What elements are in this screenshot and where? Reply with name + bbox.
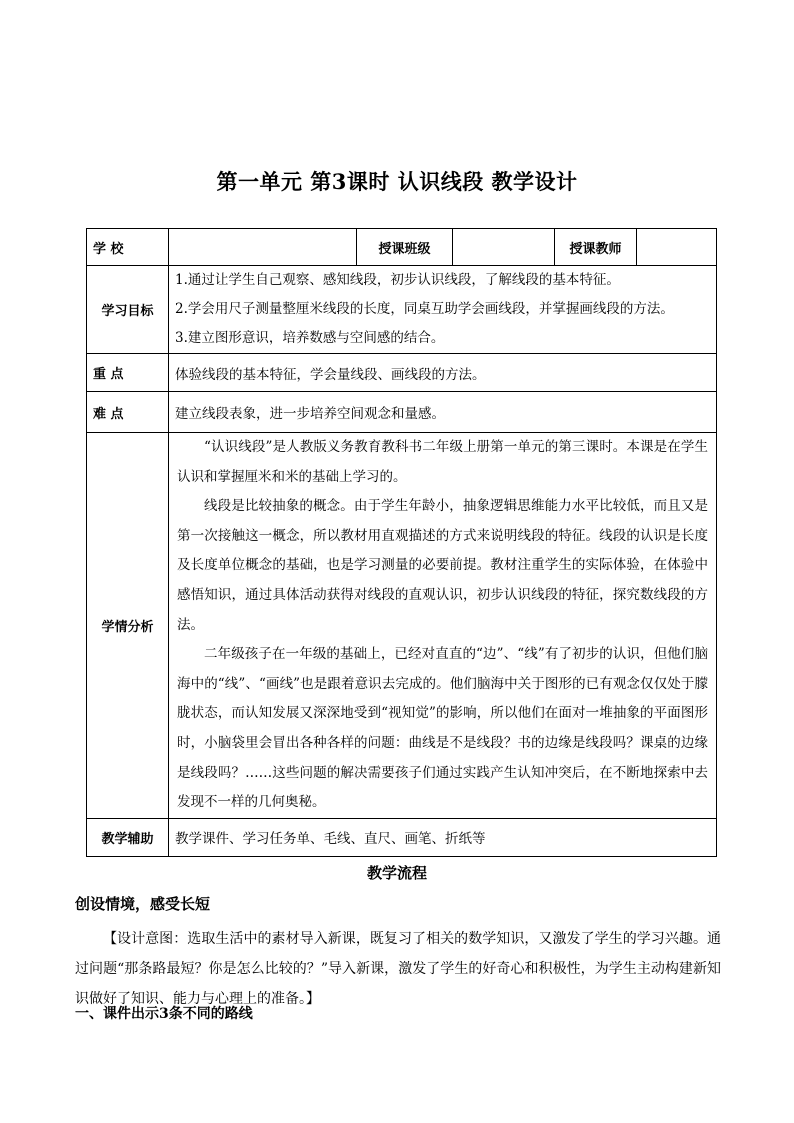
class-label: 授课班级 [357,229,453,266]
difficult-label: 难 点 [93,406,124,422]
teacher-value [637,229,717,266]
analysis-cell [169,433,717,819]
analysis-label: 学情分析 [87,433,169,819]
goals-row [87,266,717,354]
goal-item-1: 1.通过让学生自己观察、感知线段，初步认识线段，了解线段的基本特征。 [175,272,620,288]
goal-item-3: 3.建立图形意识，培养数感与空间感的结合。 [175,330,445,346]
difficult-label-cell [87,392,169,433]
analysis-paragraph-3: 二年级孩子在一年级的基础上，已经对直直的“边”、“线”有了初步的认识，但他们脑海中的“线”、“画线”也是跟着意识去完成的。他们脑海中关于图形的已有观念仅仅处于朦胧状态，而认知发展又深深地受到“视知觉”的影响，所以他们在面对一堆抽象的平面图形时，小脑袋里会冒出各种各样的问题：曲线是不是线段？书的边缘是线段吗？课桌的边缘是线段吗？……这些问题的解决需要孩子们通过实践产生认知冲突后，在不断地探索中去发现不一样的几何奥秘。 [177,646,708,811]
difficult-text: 建立线段表象，进一步培养空间观念和量感。 [169,392,717,433]
teacher-label: 授课教师 [555,229,637,266]
lesson-info-table [86,228,717,857]
school-row [87,229,717,266]
aids-label: 教学辅助 [87,818,169,856]
analysis-paragraph-1: “认识线段”是人教版义务教育教科书二年级上册第一单元的第三课时。本课是在学生认识和掌握厘米和米的基础上学习的。 [177,439,708,485]
school-value [169,229,357,266]
document-title: 第一单元 第3课时 认识线段 教学设计 [216,169,578,194]
goal-item-2: 2.学会用尺子测量整厘米线段的长度，同桌互助学会画线段，并掌握画线段的方法。 [175,301,674,317]
difficult-row [87,392,717,433]
school-label: 学 校 [93,241,124,257]
key-text: 体验线段的基本特征，学会量线段、画线段的方法。 [169,354,717,392]
school-label-cell [87,229,169,266]
key-label: 重 点 [93,367,124,382]
key-label-cell [87,354,169,392]
analysis-paragraph-2: 线段是比较抽象的概念。由于学生年龄小，抽象逻辑思维能力水平比较低，而且又是第一次接触这一概念，所以教材用直观描述的方式来说明线段的特征。线段的认识是长度及长度单位概念的基础，也是学习测量的必要前提。教材注重学生的实际体验，在体验中感悟知识，通过具体活动获得对线段的直观认识，初步认识线段的特征，探究数线段的方法。 [177,498,708,633]
class-value [453,229,555,266]
goals-cell [169,266,717,354]
analysis-row [87,433,717,819]
section-heading-1: 创设情境，感受长短 [75,895,211,913]
aids-text: 教学课件、学习任务单、毛线、直尺、画笔、折纸等 [169,818,717,856]
key-row [87,354,717,392]
section-heading-2: 一、课件出示3条不同的路线 [75,1006,253,1022]
process-title: 教学流程 [366,864,427,882]
goals-label: 学习目标 [87,266,169,354]
design-intent: 【设计意图：选取生活中的素材导入新课，既复习了相关的数学知识，又激发了学生的学习兴趣。通过问题“那条路最短？你是怎么比较的？”导入新课，激发了学生的好奇心和积极性，为学生主动构建新知识做好了知识、能力与心理上的准备。】 [75,931,721,1007]
aids-row [87,818,717,856]
